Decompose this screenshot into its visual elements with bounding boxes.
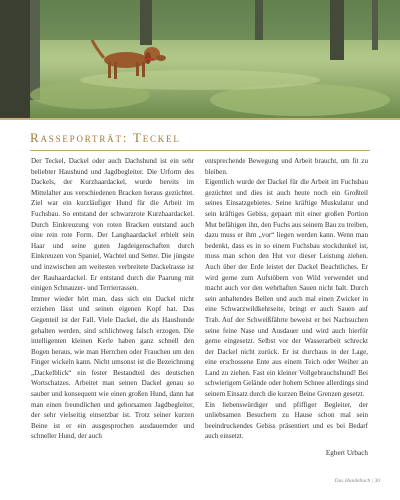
paragraph: Ein liebenswürdiger und pfiffiger Begleiter, der unliebsamen Besuchern zu Hause schon mal sein beeindruckendes Gebiss präsentiert und es bei Bedarf auch einsetzt.	[205, 400, 368, 441]
title-underline	[30, 150, 370, 151]
article-title: Rasseporträt: Teckel	[30, 130, 181, 145]
page-number: 30	[374, 478, 380, 484]
footer-separator: |	[371, 478, 375, 484]
photo-divider	[0, 118, 400, 120]
publication-name: Das Hundebuch	[334, 478, 371, 484]
right-column	[205, 156, 368, 459]
paragraph: Der Teckel, Dackel oder auch Dachshund ist ein sehr beliebter Haushund und Jagdbegleiter. Die Urform des Dackels, der Kurzhaardackel, wurde bereits im Mittelalter aus verschiedenen Bracken heraus gezüchtet. Ziel war ein kurzläufiger Hund für die Arbeit im Fuchsbau. So entstand der schwarzrote Kurzhaardackel. Durch Einkreuzung von roten Bracken entstand auch eine rein rote Form. Der Langhaardackel erhielt sein Haar und seine guten Jagdeigenschaften durch Einkreuzen von Spaniel, Wachtel und Setter. Die jüngste und inzwischen am weitesten verbreitete Dackelrasse ist der Rauhaardackel. Er entstand durch die Paarung mit einigen Schnauzer- und Terrierrassen.	[31, 157, 194, 293]
dachshund-forest-photo	[0, 0, 400, 118]
page-footer	[335, 478, 380, 484]
left-column	[31, 156, 194, 442]
tree-trunk	[0, 0, 30, 118]
paragraph: Eigentlich wurde der Dackel für die Arbeit im Fuchsbau gezüchtet und dies ist auch heute noch ein Großteil seines Einsatzgebietes. Seine kräftige Muskulatur und sein kräftiges Gebiss, gepaart mit einer großen Portion Mut befähigen ihn, den Fuchs aus seinem Bau zu treiben, dazu muss er ihm „vor“ liegen werden kann. Wenn man bedenkt, dass es in so einem Fuchsbau stockdunkel ist, muss man schon den Hut vor dieser Leistung ziehen. Auch über der Erde leistet der Dackel Beachtliches. Er wird gerne zum Aufstöbern von Wild verwendet und macht auch vor den wehrhaften Sauen nicht halt. Durch sein anhaltendes Bellen und auch mal einen Zwicker in eine Schwarzwildkehrseite, bringt er auch Sauen auf Trab. Auf der Schweißfährte beweist er bei Nachsuchen seine feine Nase und Ausdauer und wird auch hierfür gerne eingesetzt. Selbst vor der Wasserarbeit schreckt der Dackel nicht zurück. Er ist durchaus in der Lage, eine erschossene Ente aus einem Teich oder Weiher an Land zu ziehen. Fast ein kleiner Vollgebrauchshund! Bei schwierigem Gelände oder hohem Schnee allerdings sind seinem Einsatz durch die kurzen Beine Grenzen gesetzt.	[205, 178, 368, 399]
paragraph: entsprechende Bewegung und Arbeit braucht, um fit zu bleiben.	[205, 157, 368, 176]
author-name: Egbert Urbach	[325, 449, 368, 458]
photo-illustration	[0, 0, 400, 118]
paragraph: Immer wieder hört man, dass sich ein Dackel nicht erziehen lässt und seinen eigenen Kopf hat. Das Gegenteil ist der Fall. Viele Dackel, die als Haushunde gehalten werden, sind schlichtweg falsch erzogen. Die intelligenten kleinen Kerle haben ganz schnell den Bogen heraus, wie man Herrchen oder Frauchen um den Finger wickeln kann. Nicht umsonst ist die Bezeichnung „Dackelblick“ ein fester Bestandteil des deutschen Wortschatzes. Arbeitet man seinen Dackel genau so sauber und konsequent wie einen großen Hund, dann hat man einen freundlichen und gehorsamen Jagdbegleiter, der sehr vielseitig einsetzbar ist. Trotz seiner kurzen Beine ist er ein ausgesprochen ausdauernder und schneller Hund, der auch	[31, 294, 194, 441]
